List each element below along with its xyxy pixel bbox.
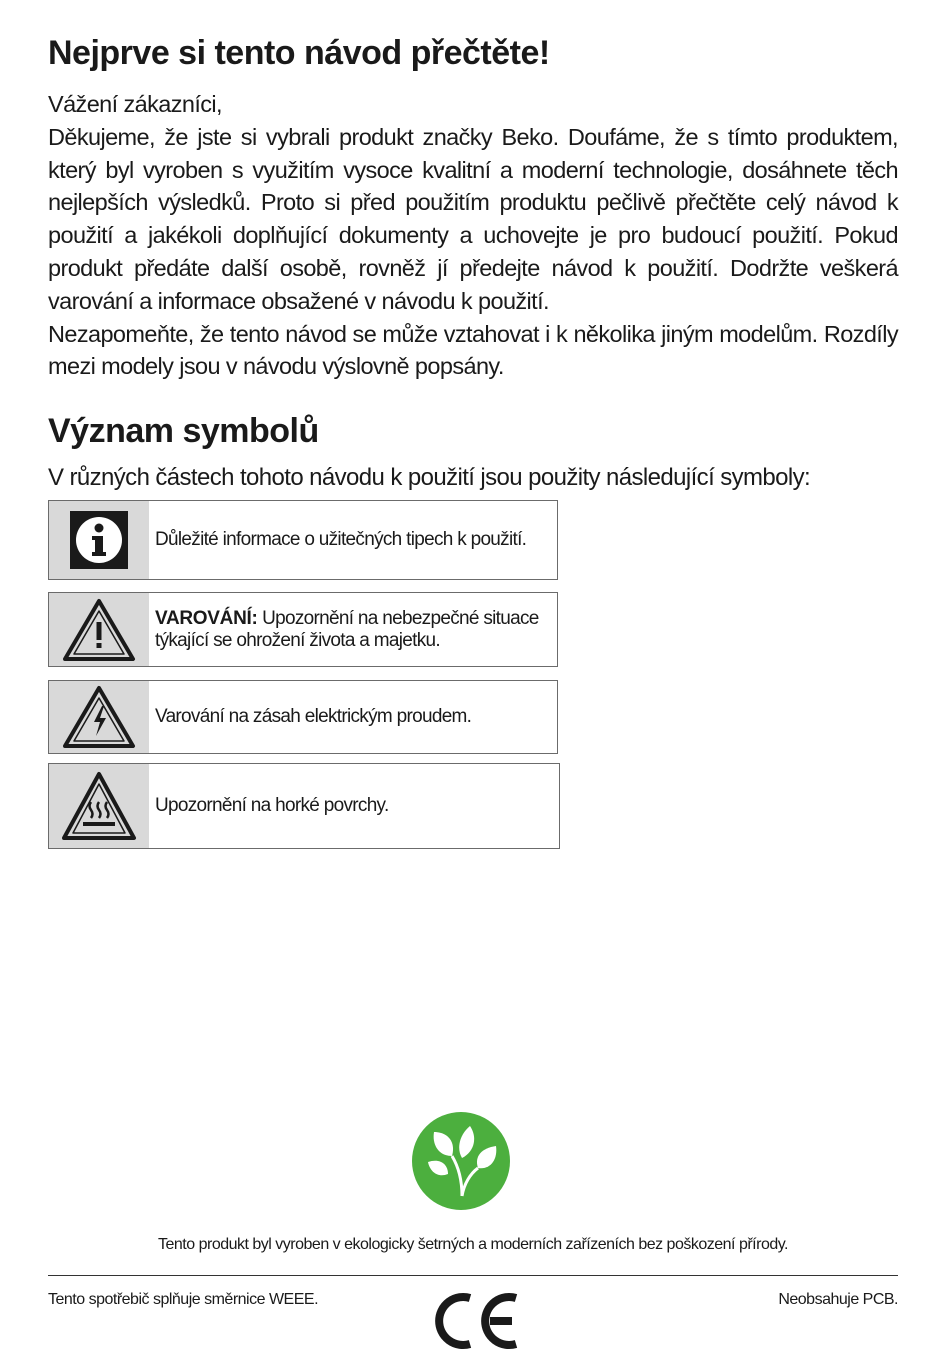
electric-shock-icon xyxy=(49,681,149,753)
intro-paragraph-1: Děkujeme, že jste si vybrali produkt značky Beko. Doufáme, že s tímto produktem, který byl vyroben s využitím vysoce kvalitní a moderní technologie, dosáhnete těch nejlepších výsledků. Proto si před použitím produktu pečlivě přečtěte celý návod k použití a jakékoli doplňující dokumenty a uchovejte je pro budoucí použití. Pokud produkt předáte další osobě, rovněž jí předejte návod k použití. Dodržte veškerá varování a informace obsažené v návodu k použití. xyxy=(48,123,898,314)
weee-statement: Tento spotřebič splňuje směrnice WEEE. xyxy=(48,1291,319,1308)
intro-paragraph-2: Nezapomeňte, že tento návod se může vztahovat i k několika jiným modelům. Rozdíly mezi modely jsou v návodu výslovně popsány. xyxy=(48,320,898,380)
warning-icon xyxy=(49,593,149,666)
intro-text xyxy=(48,88,898,383)
symbols-heading: Význam symbolů xyxy=(48,412,319,450)
symbol-row-hot-surface xyxy=(48,763,560,849)
symbols-lead: V různých částech tohoto návodu k použití jsou použity následující symboly: xyxy=(48,464,811,491)
symbol-text-warning xyxy=(155,608,553,652)
info-icon xyxy=(49,501,149,579)
symbol-row-electric xyxy=(48,680,558,754)
warning-label: VAROVÁNÍ: xyxy=(155,607,258,629)
pcb-statement: Neobsahuje PCB. xyxy=(778,1291,898,1308)
warning-description: Upozornění na nebezpečné situace týkající se ohrožení života a majetku. xyxy=(155,607,539,651)
footer-divider xyxy=(48,1275,898,1276)
ce-mark-icon xyxy=(430,1290,520,1352)
page-title: Nejprve si tento návod přečtěte! xyxy=(48,34,550,72)
leaf-icon xyxy=(412,1112,510,1210)
hot-surface-icon xyxy=(49,764,149,848)
symbol-text-info: Důležité informace o užitečných tipech k použití. xyxy=(155,529,527,550)
symbol-row-info xyxy=(48,500,558,580)
eco-statement: Tento produkt byl vyroben v ekologicky šetrných a moderních zařízeních bez poškození přírody. xyxy=(158,1236,788,1253)
symbol-text-hot-surface: Upozornění na horké povrchy. xyxy=(155,795,389,816)
symbol-row-warning xyxy=(48,592,558,667)
greeting: Vážení zákazníci, xyxy=(48,91,222,117)
symbol-text-electric: Varování na zásah elektrickým proudem. xyxy=(155,706,472,727)
